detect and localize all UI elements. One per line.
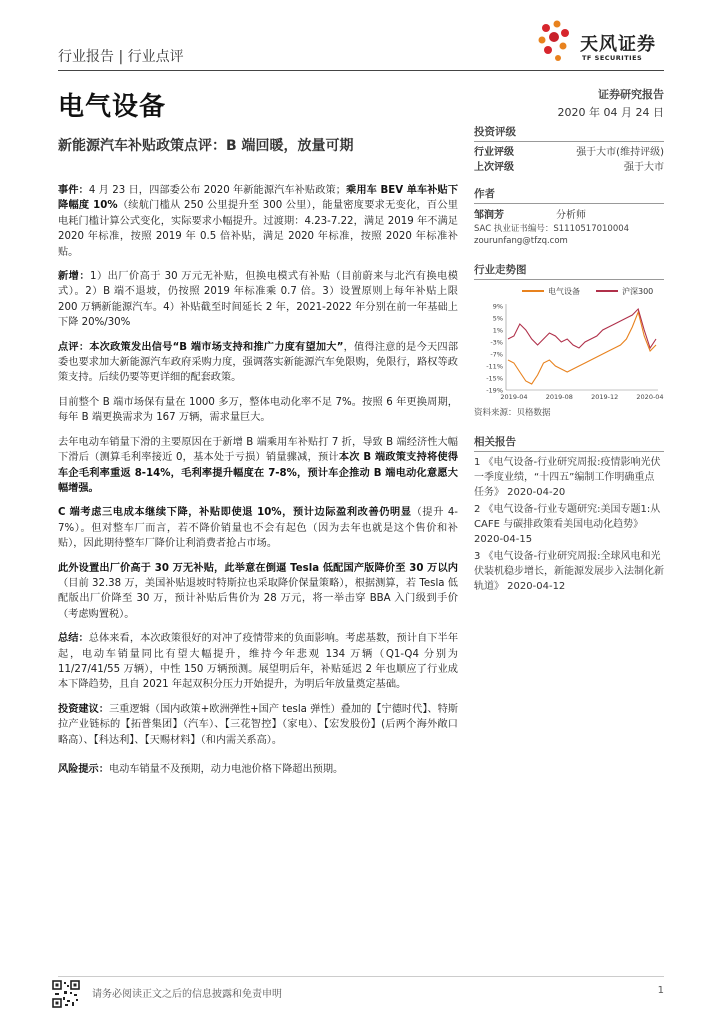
- rating-label: 上次评级: [474, 162, 514, 173]
- emphasis-text: 本次 B 端政策支持将使得车企毛利率重返 8-14%，毛利率提升幅度在 7-8%，预计车企推动 B 端电动化意愿大幅增强。: [58, 452, 459, 494]
- series-line: [508, 309, 656, 348]
- text-span: 1）出厂价高于 30 万元无补贴，但换电模式有补贴（目前蔚来与北汽有换电模式）。2）B 端不退坡，仍按照 2019 年标准乘 0.7 倍。3）设置原则上每年补贴上限 200 万辆新能源汽车。4）补贴截至时间延长 2 年，2021-2022 年分别在前一年基础上下降 20%/30%: [58, 271, 458, 329]
- divider: [474, 279, 664, 280]
- rating-title: 投资评级: [474, 126, 516, 138]
- paragraph-market: [58, 395, 458, 426]
- text-span: （提升 4-7%）。但对整车厂而言，若不降价销量也不会有起色（因为去年也就是这个售价和补贴），因此期待整车厂降价让利消费者抢占市场。: [58, 507, 458, 550]
- chart-panel: [474, 262, 664, 419]
- y-tick-label: -3%: [490, 338, 503, 347]
- text-span: 4 月 23 日，四部委公布 2020 年新能源汽车补贴政策；: [88, 185, 346, 196]
- paragraph-summary: [58, 631, 458, 693]
- y-tick-label: 9%: [492, 302, 503, 311]
- text-span: ，值得注意的是今天四部委也要求加大新能源汽车政府采购力度，强调落实新能源汽车免限购，免限行，路权等政策支持。后续仍要等更详细的配套政策。: [58, 341, 459, 384]
- logo-english: TF SECURITIES: [582, 54, 643, 62]
- report-title: 新能源汽车补贴政策点评：B 端回暖，放量可期: [58, 138, 354, 154]
- paragraph-comment: [58, 340, 458, 386]
- y-tick-label: -19%: [486, 386, 503, 395]
- text-span: （续航门槛从 250 公里提升至 300 公里），能量密度要求无变化，百公里电耗门槛计算公式变化，实际要求小幅提升。过渡期：4.23-7.22，满足 2019 年不满足 2020 年标准，按照 2019 年 0.5 倍补贴，满足 2020 年标准，按照 2020 年标准补贴。: [58, 200, 458, 258]
- lead-label: 总结：: [58, 633, 89, 645]
- analyst-name: 邹润芳: [474, 210, 504, 221]
- y-tick-label: -15%: [486, 374, 503, 383]
- header-divider: [58, 70, 664, 71]
- text-span: 电动车销量不及预期，动力电池价格下降超出预期。: [108, 764, 344, 775]
- page-number: 1: [657, 985, 664, 996]
- divider: [474, 203, 664, 204]
- paragraph-tesla: [58, 561, 458, 623]
- emphasis-text: C 端考虑三电成本继续下降，补贴即使退 10%，预计边际盈利改善仍明显: [58, 507, 412, 519]
- legend-label: 沪深300: [622, 287, 654, 296]
- rating-label: 行业评级: [474, 147, 514, 158]
- emphasis-text: 本次政策发出信号“B 端市场支持和推广力度有望加大”: [89, 341, 344, 353]
- analyst-email[interactable]: zourunfang@tfzq.com: [474, 236, 568, 246]
- analyst-role: 分析师: [556, 210, 586, 221]
- paragraph-c-end: [58, 505, 458, 551]
- emphasis-text: 此外设置出厂价高于 30 万无补贴，此举意在倒逼 Tesla 低配国产版降价至 30 万以内: [58, 562, 458, 574]
- report-type: 证券研究报告: [598, 88, 664, 101]
- rating-value: 强于大市(维持评级): [576, 147, 664, 158]
- text-span: 目前整个 B 端市场保有量在 1000 多万，整体电动化率不足 7%。按照 6 年更换周期，每年 B 端更换需求为 167 万辆，需求量巨大。: [58, 396, 458, 424]
- rating-row: [474, 145, 664, 160]
- qr-code-icon: [52, 980, 80, 1008]
- sector-title: 电气设备: [58, 92, 167, 122]
- lead-label: 风险提示：: [58, 764, 109, 775]
- y-tick-label: 5%: [492, 314, 503, 323]
- emphasis-text: 乘用车 BEV 单车补贴下降幅度 10%: [58, 185, 459, 212]
- x-tick-label: 2019-12: [591, 393, 619, 401]
- y-tick-label: -7%: [490, 350, 503, 359]
- paragraph-advice: [58, 702, 458, 748]
- report-date: 2020 年 04 月 24 日: [557, 106, 664, 119]
- x-tick-label: 2019-04: [500, 393, 528, 401]
- x-tick-label: 2019-08: [545, 393, 573, 401]
- paragraph-b-end: [58, 435, 458, 497]
- related-title: 相关报告: [474, 436, 516, 448]
- paragraph-risk: [58, 762, 458, 777]
- trend-chart: [474, 282, 664, 404]
- logo-name: 天风证券: [580, 34, 656, 55]
- divider: [474, 141, 664, 142]
- analyst-title: 作者: [474, 188, 495, 200]
- text-span: （目前 32.38 万，美国补贴退坡时特斯拉也采取降价保量策略），根据测算，若 Tesla 低配版出厂价降至 30 万，预计补贴后售价为 28 万元，将一举击穿 BBA 入门级到手价（考虑购置税）。: [58, 577, 458, 620]
- disclaimer-notice: 请务必阅读正文之后的信息披露和免责申明: [92, 989, 282, 1000]
- analyst-row: [474, 209, 664, 223]
- analyst-panel: [474, 186, 664, 247]
- lead-label: 事件：: [58, 185, 89, 196]
- y-tick-label: -11%: [486, 362, 503, 371]
- footer-divider: [58, 976, 664, 977]
- related-report-item[interactable]: 1 《电气设备-行业研究周报:疫情影响光伏一季度业绩，“十四五”编制工作明确重点任务》 2020-04-20: [474, 457, 661, 498]
- related-report-item[interactable]: 3 《电气设备-行业研究周报:全球风电和光伏装机稳步增长，新能源发展步入法制化新轨道》 2020-04-12: [474, 551, 664, 592]
- text-span: 总体来看，本次政策很好的对冲了疫情带来的负面影响。考虑基数，预计自下半年起，电动车销量同比有望大幅提升，维持今年悲观 134 万辆（Q1-Q4 分别为 11/27/41/55 万辆），中性 150 万辆预测。展望明后年，补贴延迟 2 年也顺应了行业成本下降趋势，且自 2021 年起双积分压力开始提升，为明后年放量奠定基础。: [58, 633, 459, 691]
- lead-label: 新增：: [58, 271, 90, 283]
- main-body: [58, 183, 458, 786]
- rating-row: [474, 160, 664, 175]
- chart-title: 行业走势图: [474, 264, 527, 276]
- x-tick-label: 2020-04: [636, 393, 664, 401]
- paragraph-new: [58, 269, 458, 331]
- rating-value: 强于大市: [624, 162, 664, 173]
- related-report-item[interactable]: 2 《电气设备-行业专题研究:美国专题1:从 CAFE 与碳排政策看美国电动化趋势》 2020-04-15: [474, 504, 661, 545]
- lead-label: 点评：: [58, 341, 90, 353]
- divider: [474, 451, 664, 452]
- analyst-license: SAC 执业证书编号：S1110517010004: [474, 224, 630, 234]
- report-category: 行业报告 | 行业点评: [58, 49, 184, 65]
- chart-source: 资料来源：贝格数据: [474, 408, 551, 418]
- y-tick-label: 1%: [492, 326, 503, 335]
- text-span: 去年电动车销量下滑的主要原因在于新增 B 端乘用车补贴打 7 折，导致 B 端经济性大幅下滑后（测算毛利率接近 0，基本处于亏损）销量骤减，预计: [58, 436, 458, 464]
- legend-label: 电气设备: [548, 287, 580, 296]
- rating-panel: [474, 124, 664, 175]
- lead-label: 投资建议：: [58, 703, 109, 715]
- text-span: 三重逻辑（国内政策+欧洲弹性+国产 tesla 弹性）叠加的【宁德时代】、特斯拉产业链标的【拓普集团】（汽车）、【三花智控】（家电）、【宏发股份】(后两个海外敞口略高）、【科达利】、【天赐材料】（和内需关系高）。: [58, 703, 458, 746]
- paragraph-event: [58, 183, 458, 260]
- related-panel: [474, 434, 664, 596]
- series-line: [508, 312, 656, 384]
